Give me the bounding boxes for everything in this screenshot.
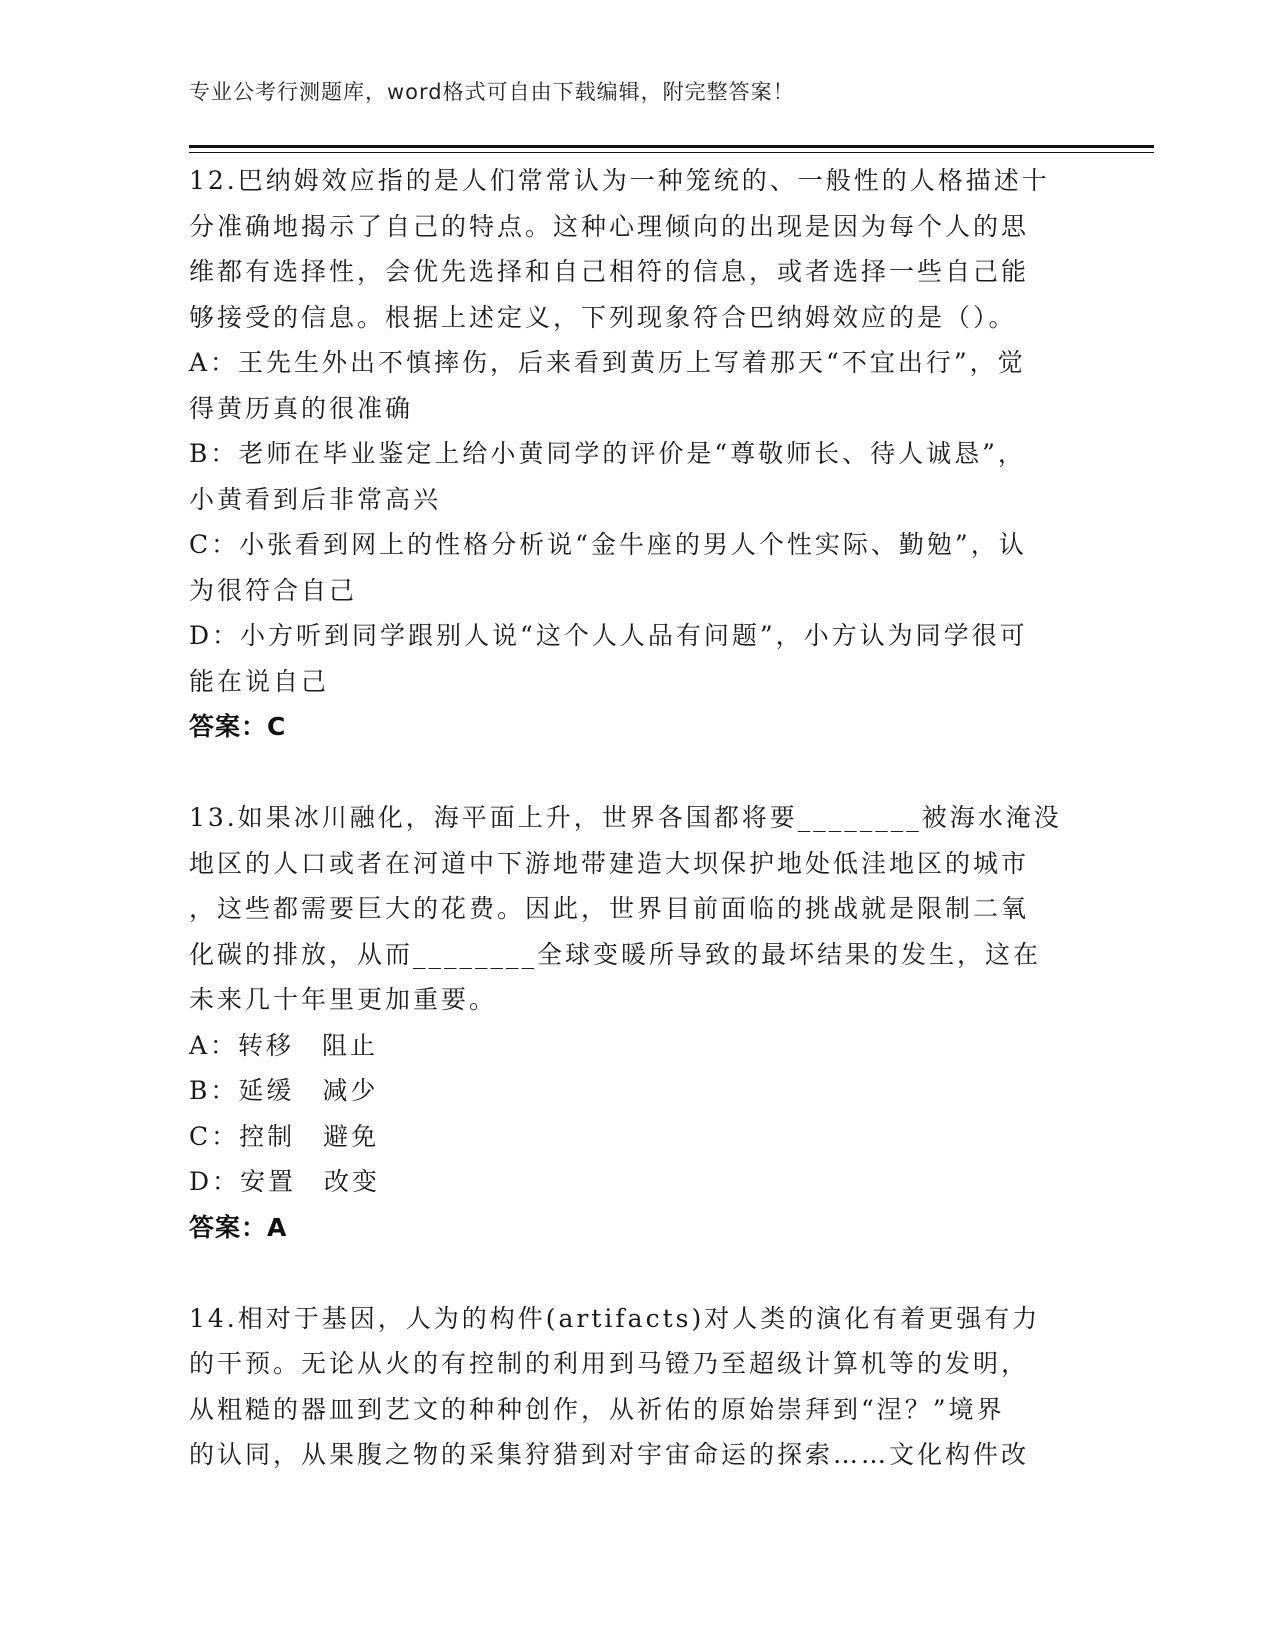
question-12-stem-line: 够接受的信息。根据上述定义，下列现象符合巴纳姆效应的是（）。 <box>189 302 1017 332</box>
question-13-stem-line: ，这些都需要巨大的花费。因此，世界目前面临的挑战就是限制二氧 <box>189 894 1030 923</box>
question-13-option-b: B：延缓 减少 <box>189 1076 379 1105</box>
option-line: 为很符合自己 <box>189 575 358 605</box>
question-content <box>189 158 1079 1478</box>
question-13-option-a: A：转移 阻止 <box>189 1030 379 1060</box>
question-13 <box>189 795 1079 1250</box>
option-line: D：小方听到同学跟别人说“这个人人品有问题”，小方认为同学很可 <box>189 621 1028 650</box>
option-line: 能在说自己 <box>189 666 330 696</box>
question-14-stem-line: 的认同，从果腹之物的采集狩猎到对宇宙命运的探索……文化构件改 <box>189 1440 1030 1469</box>
question-12-option-d <box>189 613 1079 704</box>
question-12-option-a <box>189 340 1079 431</box>
question-13-stem-line: 13.如果冰川融化，海平面上升，世界各国都将要________被海水淹没 <box>189 803 1062 832</box>
question-13-option-d: D：安置 改变 <box>189 1167 381 1196</box>
option-line: C：小张看到网上的性格分析说“金牛座的男人个性实际、勤勉”，认 <box>189 530 1027 559</box>
question-14 <box>189 1296 1079 1478</box>
question-12-answer: 答案：C <box>189 712 287 741</box>
question-14-stem-line: 从粗糙的器皿到艺文的种种创作，从祈佑的原始崇拜到“涅？”境界 <box>189 1394 1005 1424</box>
question-14-stem-line: 14.相对于基因，人为的构件(artifacts)对人类的演化有着更强有力 <box>189 1303 1041 1333</box>
header-rule-thick <box>189 145 1154 148</box>
question-13-stem-line: 化碳的排放，从而________全球变暖所导致的最坏结果的发生，这在 <box>189 939 1042 969</box>
question-13-option-c: C：控制 避免 <box>189 1121 380 1151</box>
option-line: 得黄历真的很准确 <box>189 393 414 423</box>
question-12-stem-line: 12.巴纳姆效应指的是人们常常认为一种笼统的、一般性的人格描述十 <box>189 166 1050 195</box>
question-12-option-b <box>189 431 1079 522</box>
question-14-stem-line: 的干预。无论从火的有控制的利用到马镫乃至超级计算机等的发明， <box>189 1349 1030 1378</box>
option-line: B：老师在毕业鉴定上给小黄同学的评价是“尊敬师长、待人诚恳”， <box>189 439 1026 468</box>
option-line: 小黄看到后非常高兴 <box>189 484 442 514</box>
question-13-answer: 答案：A <box>189 1212 288 1242</box>
option-line: A：王先生外出不慎摔伤，后来看到黄历上写着那天“不宜出行”，觉 <box>189 348 1026 377</box>
question-spacer <box>189 750 1079 796</box>
question-12-stem-line: 分准确地揭示了自己的特点。这种心理倾向的出现是因为每个人的思 <box>189 211 1030 241</box>
header-rule-thin <box>189 152 1154 153</box>
question-12 <box>189 158 1079 750</box>
question-spacer <box>189 1250 1079 1296</box>
question-12-option-c <box>189 522 1079 613</box>
page-header: 专业公考行测题库，word格式可自由下载编辑，附完整答案！ <box>189 80 795 104</box>
question-12-stem-line: 维都有选择性，会优先选择和自己相符的信息，或者选择一些自己能 <box>189 257 1030 286</box>
question-13-stem-line: 未来几十年里更加重要。 <box>189 985 498 1014</box>
question-13-stem-line: 地区的人口或者在河道中下游地带建造大坝保护地处低洼地区的城市 <box>189 848 1030 878</box>
